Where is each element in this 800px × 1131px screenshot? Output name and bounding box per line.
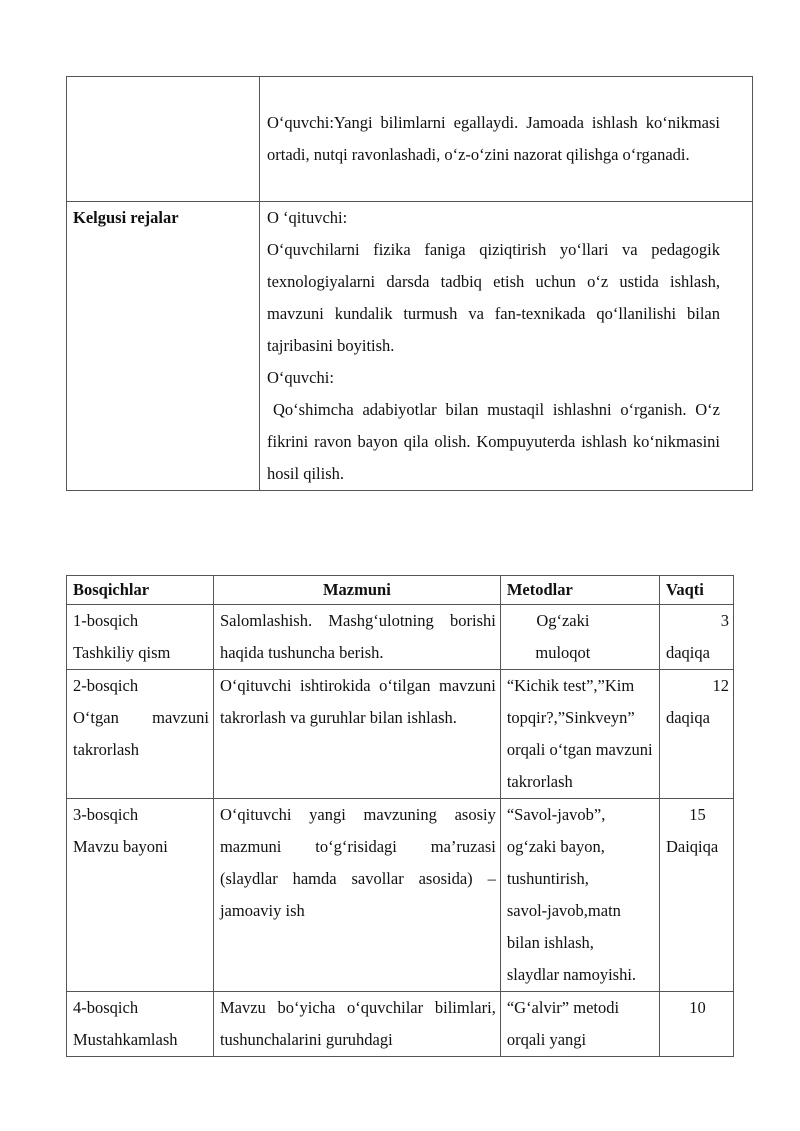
method-line: “Savol-javob”, — [506, 805, 606, 824]
methods-cell: “Kichik test”,”Kim topqir?,”Sinkveyn” orqali o‘tgan mavzuni takrorlash — [500, 670, 659, 799]
stage-cell — [67, 605, 214, 670]
stage-number: 1-bosqich — [73, 611, 139, 630]
time-unit: daqiqa — [665, 708, 710, 727]
method-line: savol-javob,matn — [506, 901, 621, 920]
stage-number: 4-bosqich — [73, 998, 139, 1017]
teacher-heading: O ‘qituvchi: — [267, 208, 348, 227]
time-cell — [659, 992, 733, 1057]
methods-cell — [500, 799, 659, 992]
student-outcome-text: O‘quvchi:Yangi bilimlarni egallaydi. Jamoada ishlash ko‘nikmasi ortadi, nutqi ravonlashadi, o‘z-o‘zini nazorat qilishga o‘rganadi. — [267, 113, 720, 164]
time-cell — [659, 605, 733, 670]
method-line: og‘zaki bayon, — [506, 837, 605, 856]
stage-cell — [67, 799, 214, 992]
method-line: bilan ishlash, — [506, 933, 594, 952]
methods-cell — [500, 605, 659, 670]
method-line: Og‘zaki — [536, 611, 590, 630]
stage-number: 2-bosqich — [73, 676, 139, 695]
time-unit: Daiqiqa — [665, 837, 719, 856]
student-outcome-cell — [260, 77, 753, 202]
stage-name: Tashkiliy qism — [73, 643, 171, 662]
header-methods: Metodlar — [500, 576, 659, 605]
table-row — [67, 992, 734, 1057]
teacher-text: O‘quvchilarni fizika faniga qiziqtirish yo‘llari va pedagogik texnologiyalarni darsda tadbiq etish uchun o‘z ustida ishlash, mavzuni kundalik turmush va fan-texnikada qo‘llanilishi bilan tajribasini boyitish. — [267, 240, 720, 355]
stage-name: Mustahkamlash — [73, 1030, 178, 1049]
method-line: “G‘alvir” metodi — [506, 998, 620, 1017]
time-value: 10 — [689, 998, 706, 1017]
content-cell: O‘qituvchi ishtirokida o‘tilgan mavzuni takrorlash va guruhlar bilan ishlash. — [213, 670, 500, 799]
row-label-empty — [67, 77, 260, 202]
header-stages: Bosqichlar — [67, 576, 214, 605]
content-cell: O‘qituvchi yangi mavzuning asosiy mazmuni to‘g‘risidagi ma’ruzasi (slaydlar hamda savollar asosida) – jamoaviy ish — [213, 799, 500, 992]
method-line: tushuntirish, — [506, 869, 589, 888]
header-content: Mazmuni — [213, 576, 500, 605]
time-value: 15 — [689, 805, 706, 824]
stage-number: 3-bosqich — [73, 805, 139, 824]
method-line: orqali yangi — [506, 1030, 587, 1049]
time-value: 3 — [720, 611, 729, 630]
future-plans-label: Kelgusi rejalar — [67, 202, 260, 491]
student-text: Qo‘shimcha adabiyotlar bilan mustaqil ishlashni o‘rganish. O‘z fikrini ravon bayon qila olish. Kompuyuterda ishlash ko‘nikmasini hosil qilish. — [267, 400, 720, 483]
table-row — [67, 670, 734, 799]
stage-cell — [67, 670, 214, 799]
method-line: slaydlar namoyishi. — [506, 965, 637, 984]
stage-name: O‘tgan mavzuni takrorlash — [73, 708, 209, 759]
time-unit: daqiqa — [665, 643, 710, 662]
table-row — [67, 799, 734, 992]
top-table — [66, 76, 753, 491]
stage-cell — [67, 992, 214, 1057]
stage-name: Mavzu bayoni — [73, 837, 168, 856]
time-cell — [659, 799, 733, 992]
future-plans-cell — [260, 202, 753, 491]
methods-cell — [500, 992, 659, 1057]
content-cell: Salomlashish. Mashg‘ulotning borishi haqida tushuncha berish. — [213, 605, 500, 670]
time-value: 12 — [712, 676, 729, 695]
table-row — [67, 605, 734, 670]
header-row — [67, 576, 734, 605]
student-heading: O‘quvchi: — [267, 368, 334, 387]
content-cell: Mavzu bo‘yicha o‘quvchilar bilimlari, tushunchalarini guruhdagi — [213, 992, 500, 1057]
method-line: muloqot — [535, 643, 591, 662]
time-cell — [659, 670, 733, 799]
header-time: Vaqti — [659, 576, 733, 605]
stages-table — [66, 575, 734, 1057]
table-row — [67, 202, 753, 491]
table-row — [67, 77, 753, 202]
